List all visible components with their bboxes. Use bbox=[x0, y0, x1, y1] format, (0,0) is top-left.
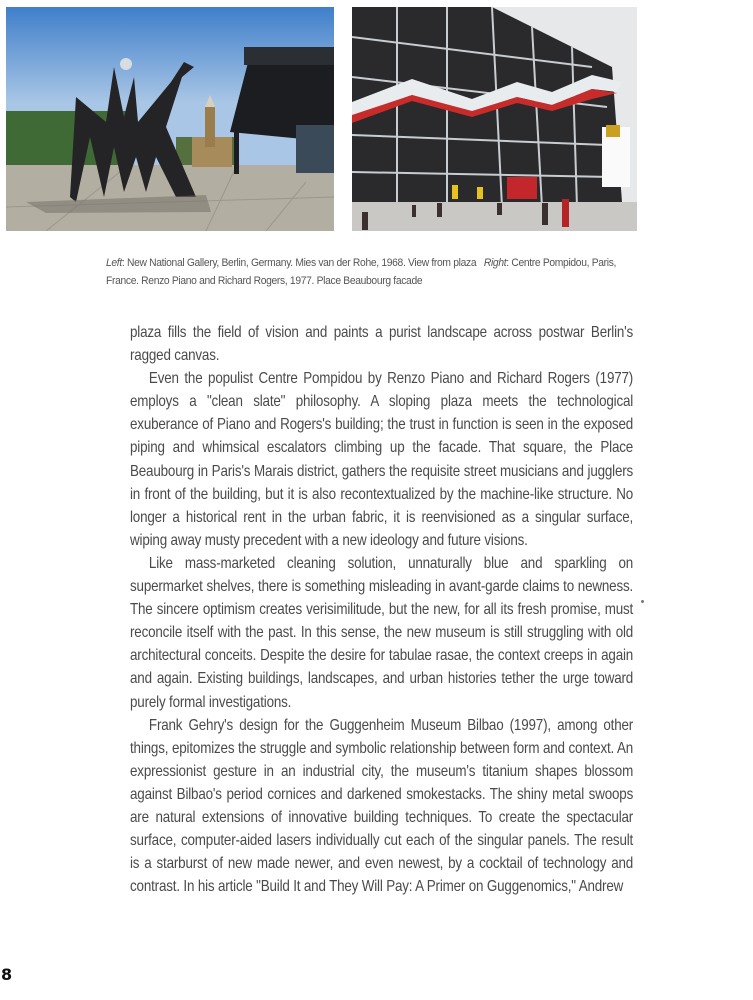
scan-speck bbox=[641, 600, 644, 603]
caption-right-label: Right bbox=[483, 257, 507, 269]
page-number: 8 bbox=[1, 965, 13, 984]
photo-caption bbox=[106, 254, 636, 290]
caption-right-text: : Centre Pompidou, Paris, France. Renzo Piano and Richard Rogers, 1977. Place Beaubourg facade bbox=[106, 257, 617, 287]
photo-centre-pompidou bbox=[352, 7, 637, 231]
caption-left-label: Left bbox=[106, 257, 122, 269]
centre-pompidou-image bbox=[352, 7, 637, 231]
new-national-gallery-image bbox=[6, 7, 334, 231]
caption-left-text: : New National Gallery, Berlin, Germany. Mies van der Rohe, 1968. View from plaza bbox=[121, 257, 477, 269]
body-text bbox=[130, 321, 633, 898]
paragraph-1: plaza fills the field of vision and paints a purist landscape across postwar Berlin's ragged canvas. bbox=[130, 324, 634, 365]
paragraph-3: Like mass-marketed cleaning solution, unnaturally blue and sparkling on supermarket shelves, there is something misleading in avant-garde claims to newness. The sincere optimism creates verisimilitude, but the new, for all its fresh promise, must reconcile itself with the past. In this sense, the new museum is still struggling with old architectural conceits. Despite the desire for tabulae rasae, the context creeps in again and again. Existing buildings, landscapes, and urban histories tether the urge toward purely formal investigations. bbox=[130, 554, 634, 711]
photo-new-national-gallery bbox=[6, 7, 334, 231]
paragraph-4: Frank Gehry's design for the Guggenheim Museum Bilbao (1997), among other things, epitomizes the struggle and symbolic relationship between form and context. An expressionist gesture in an industrial city, the museum's titanium shapes blossom against Bilbao's period cornices and darkened smokestacks. The shiny metal swoops are natural extensions of innovative building techniques. To create the spectacular surface, computer-aided lasers individually cut each of the singular panels. The result is a starburst of new made newer, and even newest, by a cocktail of technology and contrast. In his article "Build It and They Will Pay: A Primer on Guggenomics," Andrew bbox=[130, 716, 634, 896]
paragraph-2: Even the populist Centre Pompidou by Renzo Piano and Richard Rogers (1977) employs a "clean slate" philosophy. A sloping plaza meets the technological exuberance of Piano and Rogers's building; the trust in function is seen in the exposed piping and whimsical escalators climbing up the facade. That square, the Place Beaubourg in Paris's Marais district, gathers the requisite street musicians and jugglers in front of the building, but it is also recontextualized by the machine-like structure. No longer a historical rent in the urban fabric, it is reenvisioned as a singular surface, wiping away musty precedent with a new ideology and future visions. bbox=[130, 370, 634, 549]
